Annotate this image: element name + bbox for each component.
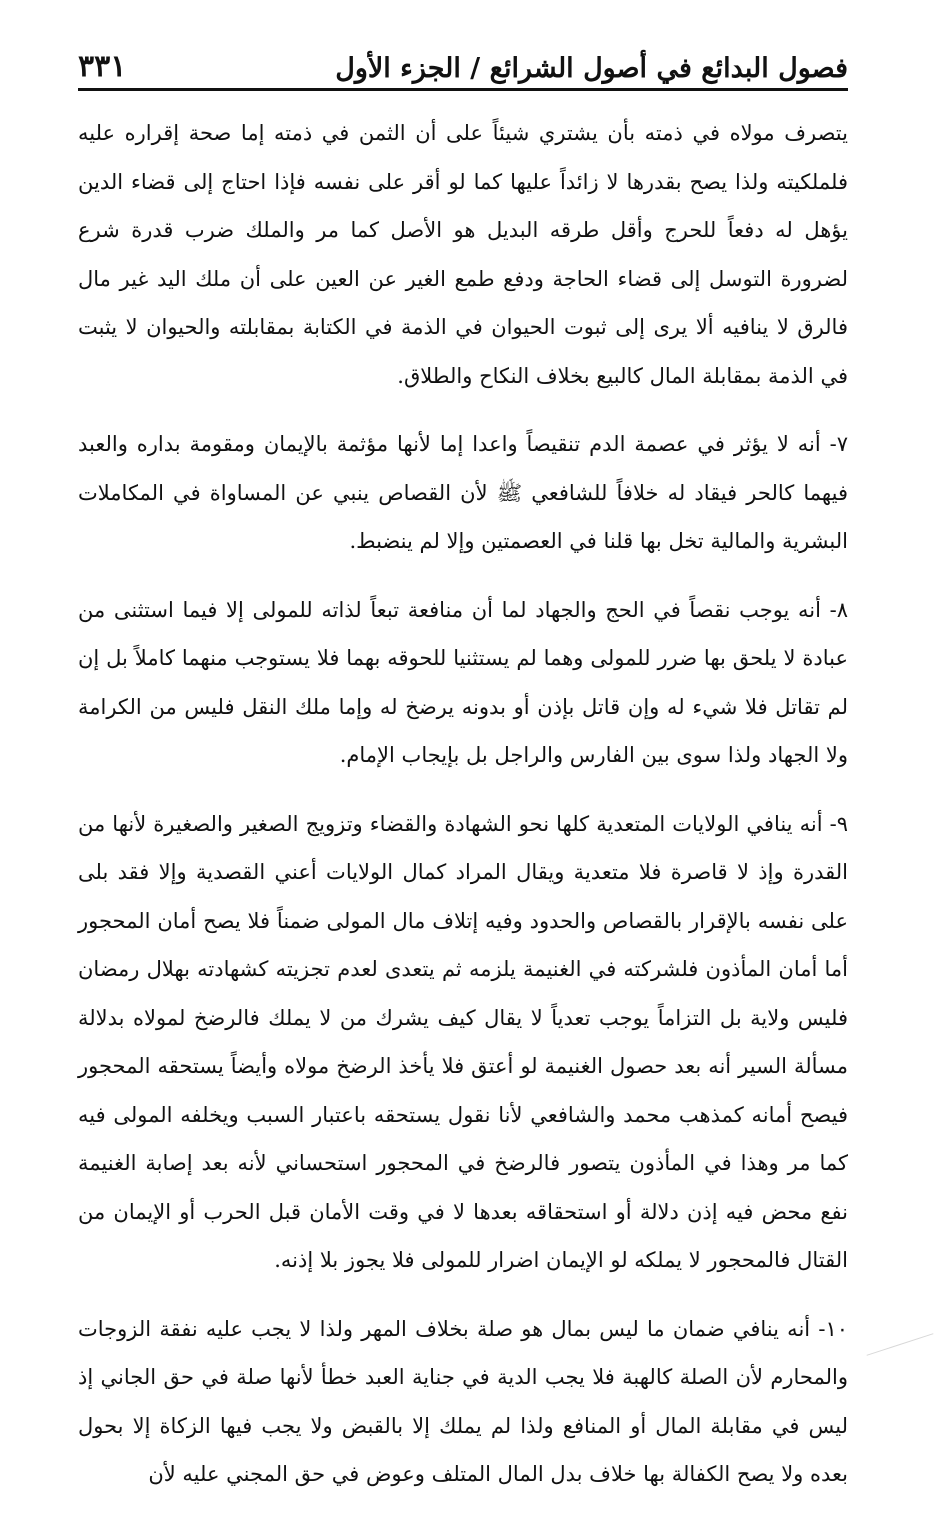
page-number: ٣٣١ — [78, 49, 127, 84]
body-text — [78, 109, 848, 1499]
paragraph-continuation: يتصرف مولاه في ذمته بأن يشتري شيئاً على أن الثمن في ذمته إما صحة إقراره عليه فلملكيته ولذا يصح بقدرها لا زائداً عليها كما لو أقر على نفسه فإذا احتاج إلى قضاء الدين يؤهل له دفعاً للحرج وأقل طرقه البديل هو الأصل كما مر والملك ضرب قدرة شرع لضرورة التوسل إلى قضاء الحاجة ودفع طمع الغير عن العين على أن ملك اليد غير مال فالرق لا ينافيه ألا يرى إلى ثبوت الحيوان في الذمة في الكتابة بمقابلته والحيوان لا يثبت في الذمة بمقابلة المال كالبيع بخلاف النكاح والطلاق. — [78, 121, 848, 388]
scan-artifact-line — [867, 1333, 934, 1356]
paragraph-point-7: ٧- أنه لا يؤثر في عصمة الدم تنقيصاً واعدا إما لأنها مؤثمة بالإيمان ومقومة بداره والعبد فيهما كالحر فيقاد له خلافاً للشافعي ﷺ لأن القصاص ينبي عن المساواة في المكاملات البشرية والمالية تخل بها قلنا في العصمتين وإلا لم ينضبط. — [78, 432, 848, 553]
paragraph-point-8: ٨- أنه يوجب نقصاً في الحج والجهاد لما أن منافعة تبعاً لذاته للمولى إلا فيما استثنى من عبادة لا يلحق بها ضرر للمولى وهما لم يستثنيا للحوقه بهما فلا يستوجب منهما كاملاً بل إن لم تقاتل فلا شيء له وإن قاتل بإذن أو بدونه يرضخ له وإما ملك النقل فليس من الكرامة ولا الجهاد ولذا سوى بين الفارس والراجل بل بإيجاب الإمام. — [78, 597, 848, 767]
running-title: فصول البدائع في أصول الشرائع / الجزء الأول — [335, 53, 848, 84]
document-page — [78, 34, 848, 1519]
page-header — [78, 34, 848, 91]
paragraph-point-10: ١٠- أنه ينافي ضمان ما ليس بمال هو صلة بخلاف المهر ولذا لا يجب عليه نفقة الزوجات والمحارم لأن الصلة كالهبة فلا يجب الدية في جناية العبد خطأ لأنها صلة في حق الجاني إذ ليس في مقابلة المال أو المنافع ولذا لم يملك إلا بالقبض ولا يجب فيها الزكاة إلا بحول بعده ولا يصح الكفالة بها خلاف بدل المال المتلف وعوض في حق المجني عليه لأن — [78, 1316, 848, 1486]
paragraph-point-9: ٩- أنه ينافي الولايات المتعدية كلها نحو الشهادة والقضاء وتزويج الصغير والصغيرة لأنها من القدرة وإذ لا قاصرة فلا متعدية ويقال المراد كمال الولايات أعني القصدية وإلا فقد بلى على نفسه بالإقرار بالقصاص والحدود وفيه إتلاف مال المولى ضمناً فلا يصح أمان المحجور أما أمان المأذون فلشركته في الغنيمة يلزمه ثم يتعدى لعدم تجزيته كشهادته بهلال رمضان فليس ولاية بل التزاماً يوجب تعدياً لا يقال كيف يشرك من لا يملك فالرضخ لمولاه بدلالة مسألة السير أنه بعد حصول الغنيمة لو أعتق فلا يأخذ الرضخ مولاه وأيضاً يستحقه المحجور فيصح أمانه كمذهب محمد والشافعي لأنا نقول يستحقه باعتبار السبب ويخلفه المولى فيه كما مر وهذا في المأذون يتصور فالرضخ في المحجور استحساني لأنه بعد إصابة الغنيمة نفع محض فيه إذن دلالة أو استحقاقه بعدها لا في وقت الأمان قبل الحرب أو الإيمان من القتال فالمحجور لا يملكه لو الإيمان اضرار للمولى فلا يجوز بلا إذنه. — [78, 811, 848, 1272]
